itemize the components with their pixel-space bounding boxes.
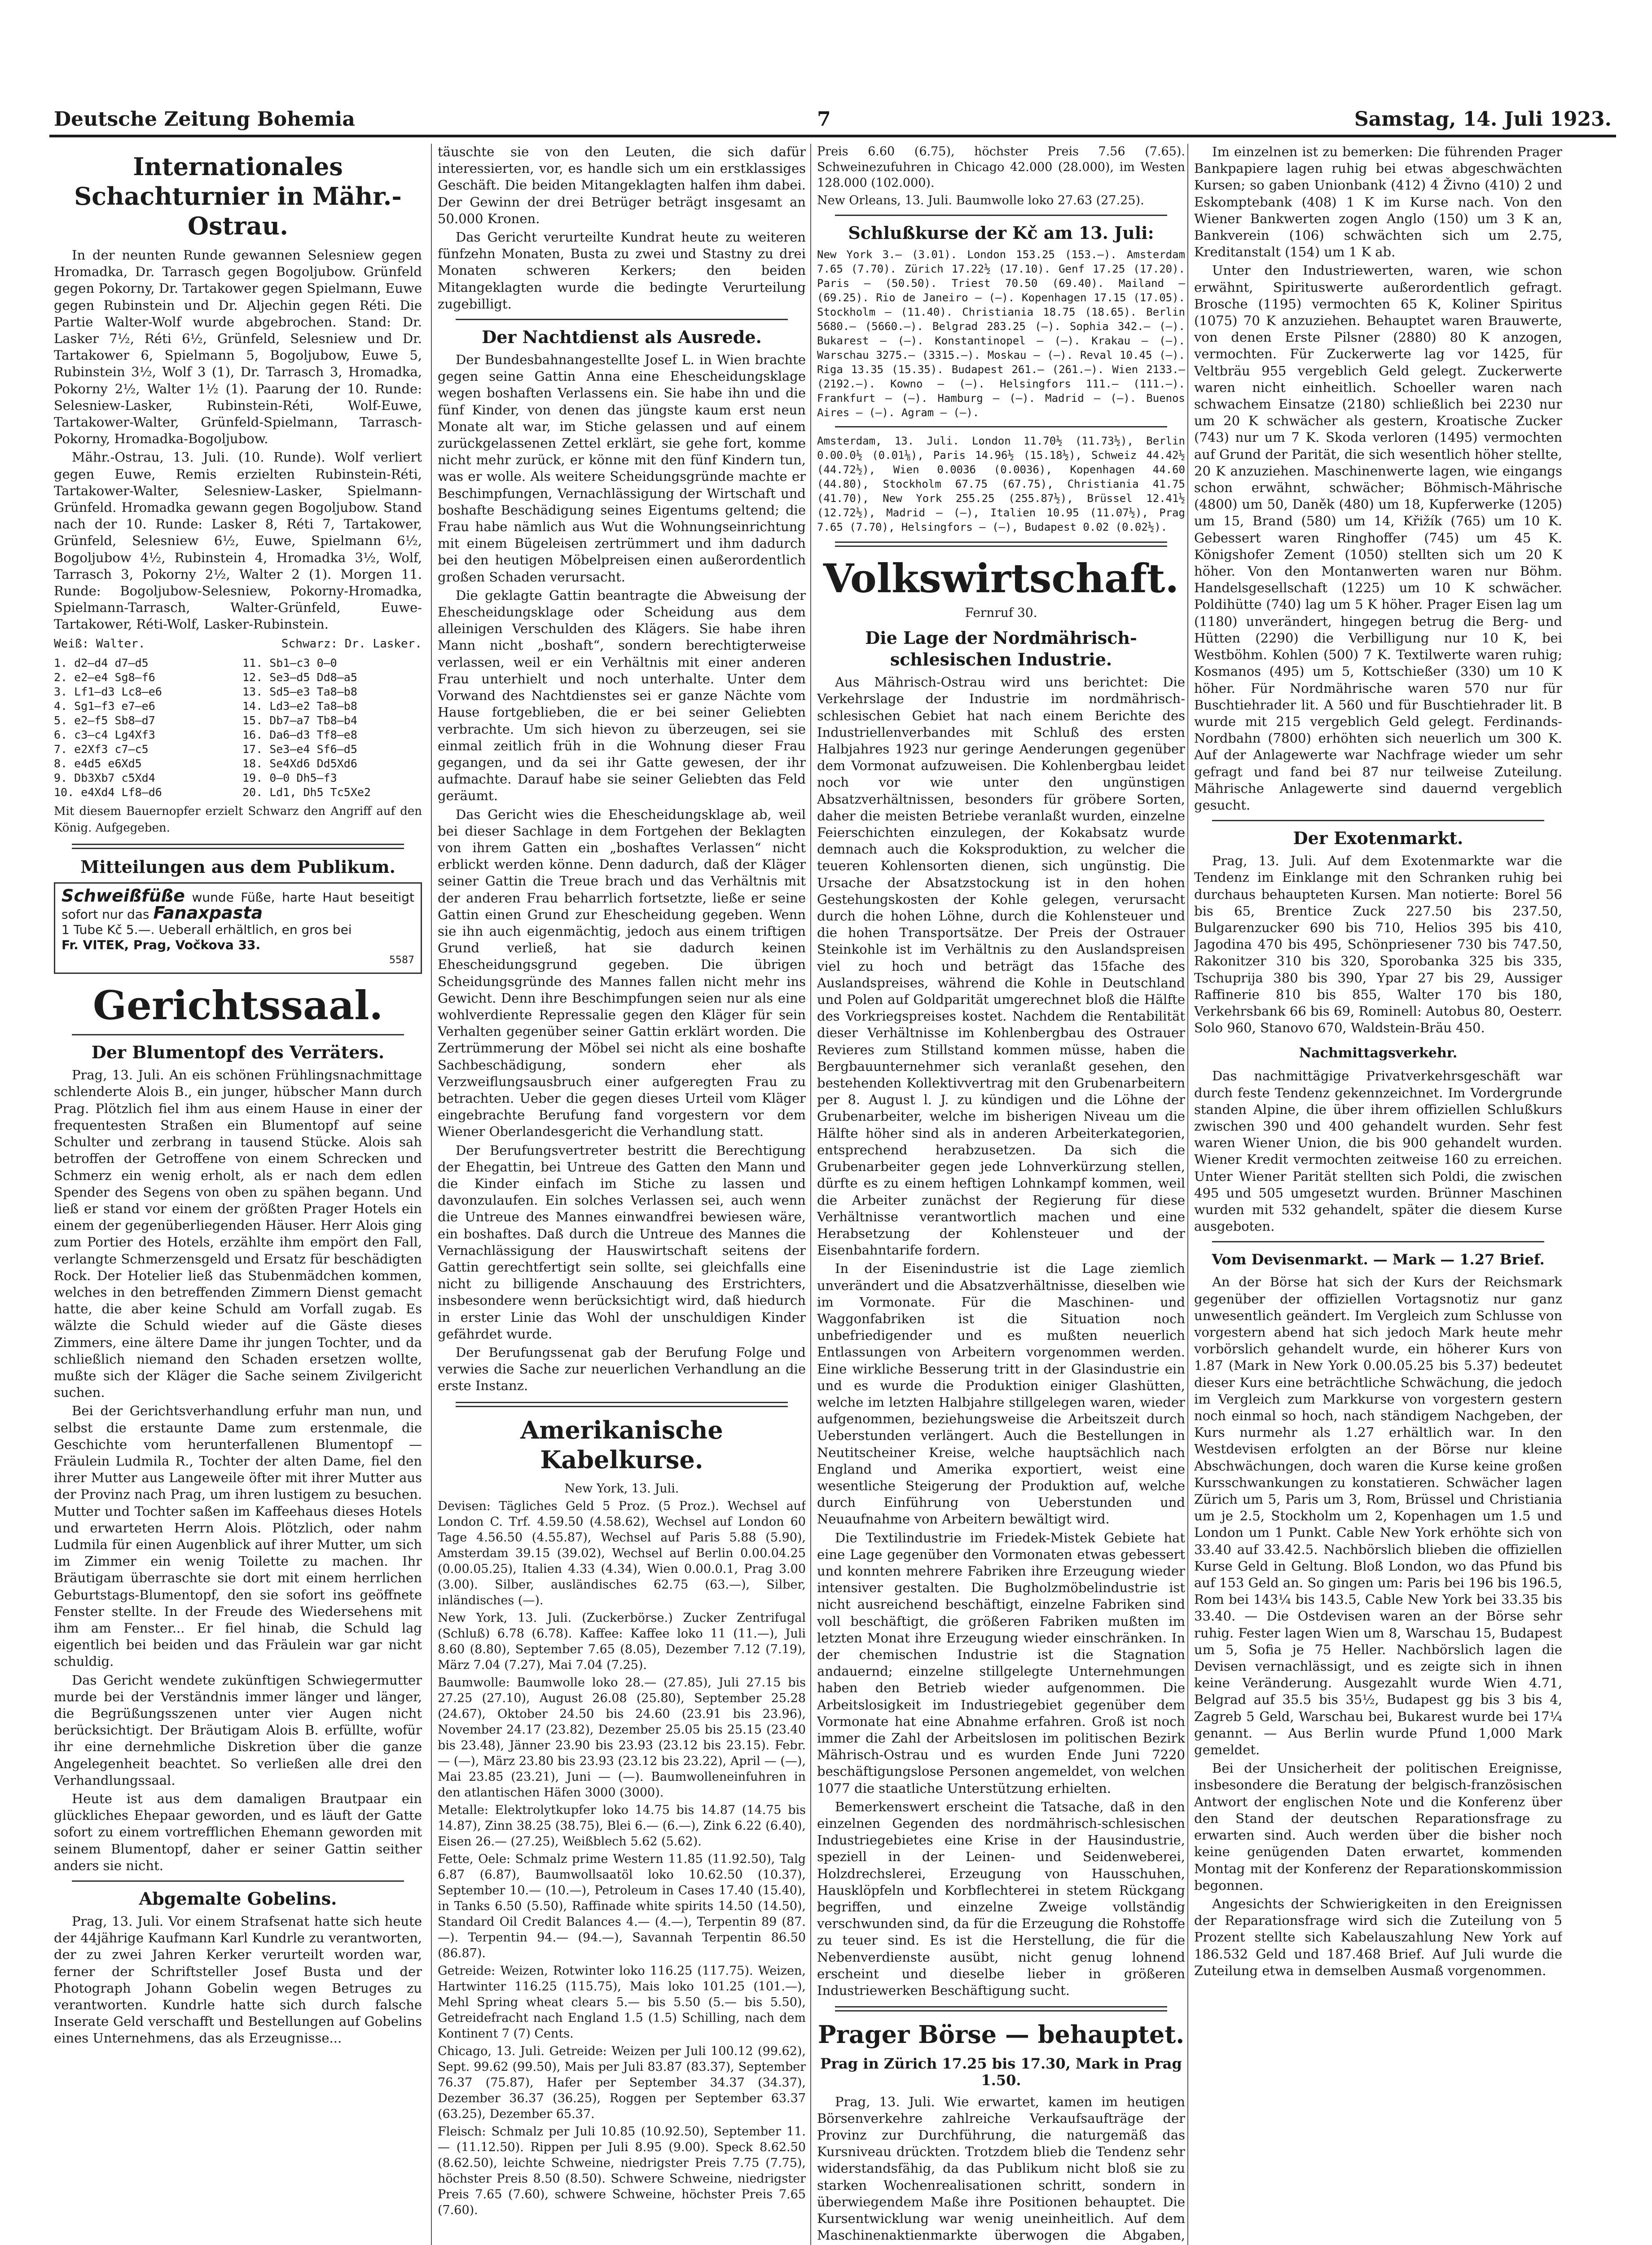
white-player: Weiß: Walter. bbox=[54, 637, 145, 651]
chess-move: 1. d2—d4 d7—d5 bbox=[54, 656, 149, 669]
market-paragraph: Chicago, 13. Juli. Getreide: Weizen per Juli 100.12 (99.62), Sept. 99.62 (99.50), Mais per Juli 83.87 (83.37), September 76.37 (75.87), Hafer per September 34.37 (34.37), Dezember 36.37 (36.25), Roggen per September 63.37 (63.25), Dezember 65.37. bbox=[438, 2044, 806, 2121]
court-section-title: Gerichtssaal. bbox=[92, 982, 383, 1029]
ad-price: 1 Tube Kč 5.—. Ueberall erhältlich, en gros bei bbox=[62, 922, 352, 938]
economy-phone: Fernruf 30. bbox=[965, 605, 1037, 620]
section-divider bbox=[456, 1402, 788, 1407]
closing-rates-table: New York 3.— (3.01). London 153.25 (153.—). Amsterdam 7.65 (7.70). Zürich 17.22½ (17.10). Genf 17.25 (17.20). Paris — (50.50). Triest 70.50 (69.40). Mailand — (69.25). Rio de Janeiro — (—). Kopenhagen 17.15 (17.05). Stockholm — (11.40). Christiania 18.75 (18.65). Berlin 5680.— (5660.—). Belgrad 283.25 (—). Sophia 342.— (—). Bukarest — (—). Konstantinopel — (—). Krakau — (—). Warschau 3275.— (3315.—). Moskau — (—). Reval 10.45 (—). Riga 13.35 (15.35). Budapest 261.— (261.—). Wien 2133.— (2192.—). Kowno — (—). Helsingfors 111.— (111.—). Frankfurt — (—). Hamburg — (—). Madrid — (—). Buenos Aires — (—). Agram — (—). bbox=[817, 248, 1185, 419]
chess-title: Internationales Schachturnier in Mähr.-Ostrau. bbox=[74, 152, 402, 240]
market-paragraph: Fleisch: Schmalz per Juli 10.85 (10.92.50), September 11.— (11.12.50). Rippen per Juli 8.95 (9.00). Speck 8.62.50 (8.62.50), leichte Schweine, niedrigster Preis 7.75 (7.75), höchster Preis 8.50 (8.50). Schwere Schweine, niedrigster Preis 7.65 (7.60), schwere Schweine, höchster Preis 7.65 (7.60). bbox=[438, 2124, 806, 2217]
column-rule bbox=[431, 144, 432, 2245]
article-paragraph: Prag, 13. Juli. Vor einem Strafsenat hatte sich heute der 44jährige Kaufmann Karl Kundrle zu verantworten, der zu zwei Jahren Kerker verurteilt worden war, ferner der Schriftsteller Josef Busta und der Photograph Johann Gobelin wegen Betruges zu verantworten. Kundrle hatte sich durch falsche Inserate Geld verschafft und Bestellungen auf Gobelins eines Unternehmens, das als Erzeugnisse... bbox=[54, 1914, 422, 2046]
industry-article-title: Die Lage der Nordmährisch-schlesischen Industrie. bbox=[865, 628, 1137, 670]
economy-section-title: Volkswirtschaft. bbox=[823, 555, 1179, 602]
article-paragraph: Das Gericht wendete zukünftigen Schwiegermutter murde bei der Verständnis immer länger und länger, die Begrüßungsszenen unter vier Augen nicht berücksichtigt. Der Bräutigam Alois B. erfüllte, wofür ihr eine dernehmliche Diskretion über die ganze Angelegenheit beachtet. So verließen alle drei den Verhandlungssaal. bbox=[54, 1672, 422, 1788]
section-divider bbox=[835, 2006, 1167, 2012]
afternoon-trade-title: Nachmittagsverkehr. bbox=[1299, 1045, 1458, 1061]
article-paragraph: Bemerkenswert erscheint die Tatsache, daß in den einzelnen Gegenden des nordmährisch-schlesischen Industriegebietes eine Krise in der Hausindustrie, speziell in der Leinen- und Seidenweberei, Holzdrechslerei, Erzeugung von Hausschuhen, Hausklöpfeln und Korbflechterei in stetem Rückgang begriffen, und einzelne Zweige vollständig verschwunden sind, da für die Erzeugung die Rohstoffe zu teuer sind. Es ist die Herstellung, die für die Nebenverdienste ausübt, nicht genug lohnend erscheint und dieselbe lieber in größeren Industriewerken Beschäftigung sucht. bbox=[817, 1799, 1185, 1998]
article-paragraph: Die Textilindustrie im Friedek-Mistek Gebiete hat eine Lage gegenüber den Vormonaten etwas gebessert und konnten mehrere Fabriken ihre Erzeugung wieder intensiver gestalten. Die Bugholzmöbelindustrie ist nicht ausreichend beschäftigt, einzelne Fabriken sind voll beschäftigt, die größeren Fabriken mußten im letzten Monat ihre Erzeugung wieder einschränken. In der chemischen Industrie ist die Stagnation andauernd; einzelne stillgelegte Unternehmungen haben den Betrieb wieder aufgenommen. Die Arbeitslosigkeit im Industriegebiet gegenüber dem Vormonate hat eine Abnahme erfahren. Groß ist noch immer die Zahl der Arbeitslosen im politischen Bezirk Mährisch-Ostrau und es wurden Ende Juni 7220 beschäftigungslose Personen angemeldet, von welchen 1077 die staatliche Unterstützung erhielten. bbox=[817, 1530, 1185, 1796]
column-1 bbox=[54, 144, 422, 2245]
article-paragraph: Aus Mährisch-Ostrau wird uns berichtet: Die Verkehrslage der Industrie im nordmährisch-schlesischen Gebiet hat nach einem Berichte des Industriellenverbandes mit Schluß des ersten Halbjahres 1923 nur geringe Aenderungen gegenüber dem Vormonat aufzuweisen. Die Kohlenbergbau leidet noch vor wie unter den ungünstigen Absatzverhältnissen, besonders für gröbere Sorten, daher die meisten Betriebe veranlaßt wurden, einzelne Feierschichten einzulegen, der Kokabsatz wurde demnach auch die Koksproduktion, zu welcher die teueren Kohlensorten dienen, sich ungünstig. Die Ursache der Absatzstockung ist in den hohen Gestehungskosten der Kohle gelegen, verursacht durch die hohen Löhne, durch die Kohlensteuer und die hohen Transportsätze. Der Preis der Ostrauer Steinkohle ist im Verhältnis zu den Auslandspreisen viel zu hoch und beträgt das 15fache des Auslandspreises, während die Kohle in Deutschland und Polen auf Goldparität umgerechnet bloß die Hälfte des Vorkriegspreises kostet. Nachdem die Rentabilität dieser Verhältnisse im Kohlenbergbau des Ostrauer Revieres zum Stillstand kommen müsse, haben die Bergbauunternehmer sich veranlaßt gesehen, den bestehenden Kollektivvertrag mit den Grubenarbeitern per 8. August l. J. zu kündigen und die Löhne der Grubenarbeiter, welche im bisherigen Niveau um die Hälfte höher sind als in anderen Arbeiterkategorien, entsprechend herabzusetzen. Da sich die Grubenarbeiter gegen jede Lohnverkürzung stellen, dürfte es zu einem heftigen Lohnkampf kommen, weil die Arbeiter zunächst der Regierung für diese Verhältnisse verantwortlich machen und eine Herabsetzung der Kohlensteuer und der Eisenbahntarife fordern. bbox=[817, 674, 1185, 1258]
divider bbox=[835, 215, 1167, 216]
article-paragraph: Der Berufungssenat gab der Berufung Folge und verwies die Sache zur neuerlichen Verhandlung an die erste Instanz. bbox=[438, 1345, 806, 1394]
article-paragraph: Das Gericht wies die Ehescheidungsklage ab, weil bei dieser Sachlage in dem Fortgehen der Beklagten von ihrem Gatten ein „boshaftes Verlassen“ nicht erblickt werden könne. Denn dadurch, daß der Kläger seiner Gattin die Treue brach und das Verhältnis mit der anderen Frau beharrlich fortsetzte, ließe er seine Gattin einen Grund zur Ehescheidung gegeben. Wenn sie ihn auch eigenmächtig, jedoch aus einem triftigen Grund verließ, hat sie dadurch keinen Ehescheidungsgrund gegeben. Die übrigen Scheidungsgründe des Mannes fallen nicht mehr ins Gewicht. Denn ihre Beschimpfungen seien nur als eine wohlverdiente Repressalie gegen den Kläger für sein Verhalten gegenüber seiner Gattin erklärt worden. Die Zertrümmerung der Möbel sei nicht als eine boshafte Sachbeschädigung, sondern eher als Verzweiflungsausbruch einer aufgeregten Frau zu betrachten. Ueber die gegen dieses Urteil vom Kläger eingebrachte Berufung fand vorgestern vor dem Wiener Oberlandesgericht die Verhandlung statt. bbox=[438, 806, 806, 1140]
article-paragraph: Das nachmittägige Privatverkehrsgeschäft war durch feste Tendenz gekennzeichnet. Im Vordergrunde standen Alpine, die über ihrem offiziellen Schlußkurs zwischen 390 und 400 gehandelt wurden. Sehr fest waren Wiener Union, die bis 900 gehandelt wurden. Wiener Kredit vermochten zeitweise 160 zu erreichen. Unter Wiener Parität stellten sich Poldi, die zwischen 495 und 505 umgesetzt wurden. Brünner Maschinen wurden mit 532 gehandelt, später die diesem Kurse ausgeboten. bbox=[1194, 1068, 1562, 1234]
exchange-subtitle: Prag in Zürich 17.25 bis 17.30, Mark in Prag 1.50. bbox=[820, 2055, 1182, 2089]
article-paragraph: Prag, 13. Juli. Wie erwartet, kamen im heutigen Börsenverkehre zahlreiche Verkaufsaufträge der Provinz zur Durchführung, die naturgemäß das Kursniveau drückten. Trotzdem blieb die Tendenz sehr widerstandsfähig, da das Publikum nicht bloß sie zu starken Wochenrealisationen schritt, sondern in überwiegendem Maße ihre Positionen behauptet. Die Kursentwicklung war wenig uneinheitlich. Auf dem Maschinenaktienmarkte überwogen die Abgaben, bbox=[817, 2094, 1185, 2243]
amsterdam-rates-table: Amsterdam, 13. Juli. London 11.70½ (11.73½), Berlin 0.00.0½ (0.01⅛), Paris 14.96½ (15.18½), Schweiz 44.42½ (44.72½), Wien 0.0036 (0.0036), Kopenhagen 44.60 (44.80), Stockholm 67.75 (67.75), Christiania 41.75 (41.70), New York 255.25 (255.87½), Brüssel 12.41½ (12.72½), Madrid — (—), Italien 10.95 (11.07½), Prag 7.65 (7.70), Helsingfors — (—), Budapest 0.02 (0.02½). bbox=[817, 435, 1185, 533]
issue-date: Samstag, 14. Juli 1923. bbox=[1354, 108, 1612, 131]
divider bbox=[1212, 820, 1544, 821]
chess-move: 14. Ld3—e2 Ta8—b8 bbox=[242, 699, 357, 713]
chess-note: Mit diesem Bauernopfer erzielt Schwarz den Angriff auf den König. Aufgegeben. bbox=[54, 804, 422, 835]
chess-report: In der neunten Runde gewannen Selesniew gegen Hromadka, Dr. Tarrasch gegen Bogoljubow. Grünfeld gegen Pokorny, Dr. Tartakower gegen Spielmann, Euwe gegen Rubinstein und Dr. Aljechin gegen Réti. Die Partie Walter-Wolf wurde abgebrochen. Stand: Dr. Lasker 7½, Réti 6½, Grünfeld, Selesniew und Dr. Tartakower 6, Spielmann 5, Bogoljubow, Euwe 5, Rubinstein 3½, Wolf 3 (1), Dr. Tarrasch 3, Hromadka, Pokorny 2½, Walter 1½ (1). Paarung der 10. Runde: Selesniew-Lasker, Rubinstein-Réti, Wolf-Euwe, Tartakower-Walter, Grünfeld-Spielmann, Tarrasch-Pokorny, Hromadka-Bogoljubow. bbox=[54, 247, 422, 447]
chess-move: 9. Db3Xb7 c5Xd4 bbox=[54, 771, 155, 784]
chess-move: 10. e4Xd4 Lf8—d6 bbox=[54, 785, 162, 799]
chess-move: 3. Lf1—d3 Lc8—e6 bbox=[54, 685, 162, 698]
divider bbox=[72, 1880, 404, 1882]
article-paragraph: Bei der Unsicherheit der politischen Ereignisse, insbesondere die Beratung der belgisch-französischen Antwort der englischen Note und die Konferenz über den Stand der deutschen Reparationsfrage zu erwarten sind. Auch werden über die bisher noch keine genügenden Daten erwartet, kommenden Montag mit der Konferenz der Reparationskommission begonnen. bbox=[1194, 1761, 1562, 1893]
article-paragraph: Das Gericht verurteilte Kundrat heute zu weiteren fünfzehn Monaten, Busta zu zwei und Stastny zu drei Monaten schweren Kerkers; den beiden Mitangeklagten wurde die bedingte Verurteilung zugebilligt. bbox=[438, 229, 806, 312]
cable-date: New York, 13. Juli. bbox=[564, 1481, 679, 1496]
ad-subtitle: wunde Füße, harte Haut beseitigt sofort nur das bbox=[62, 890, 414, 922]
article-paragraph: In der Eisenindustrie ist die Lage ziemlich unverändert und die Absatzverhältnisse, dieselben wie im Vormonate. Für die Maschinen- und Waggonfabriken ist die Situation noch unbefriedigender und es mußten neuerlich Entlassungen von Arbeitern vorgenommen werden. Eine wirkliche Besserung tritt in der Glasindustrie ein und es wurde die Produktion einiger Glashütten, welche im letzten Halbjahre stillgelegen waren, wieder aufgenommen, beziehungsweise die Arbeitszeit durch Ueberstunden verlängert. Auch die Bestellungen in Neutitscheiner Kreise, welche hauptsächlich nach England und Amerika exportiert, weist eine wesentliche Steigerung der Produktion auf, welche durch Einführung von Ueberstunden und Neuaufnahme von Arbeitern bewältigt wird. bbox=[817, 1261, 1185, 1527]
chess-move: 19. 0—0 Dh5—f3 bbox=[242, 771, 337, 784]
chess-move: 12. Se3—d5 Dd8—a5 bbox=[242, 670, 357, 684]
article-paragraph: Heute ist aus dem damaligen Brautpaar ein glückliches Ehepaar geworden, und es läuft der Gatte sofort zu einem vortrefflichen Ehemann geworden mit seinem Blumentopf, daher er seiner Gattin seither anders sie nicht. bbox=[54, 1791, 422, 1873]
chess-move: 5. e2—f5 Sb8—d7 bbox=[54, 713, 155, 727]
advertisement bbox=[54, 882, 422, 974]
column-rule bbox=[810, 144, 811, 2245]
page-number: 7 bbox=[817, 108, 831, 131]
article-paragraph: Prag, 13. Juli. An eis schönen Frühlingsnachmittage schlenderte Alois B., ein junger, hübscher Mann durch Prag. Plötzlich fiel ihm aus einem Hause in einer der frequentesten Straßen ein Blumentopf auf seine Schulter und zerbrang in tausend Stücke. Alois sah betroffen der Getroffene von einem Schrecken und Schmerz ein wenig erholt, als er nach dem edlen Spender des Segens von oben zu spähen begann. Und ließ er stand vor einem der größten Prager Hotels ein einem der gegenüberliegenden Häuser. Herr Alois ging zum Portier des Hotels, erzählte ihm empört den Fall, verlangte Schmerzensgeld und Ersatz für beschädigten Rock. Der Hotelier ließ das Stubenmädchen kommen, welches in den betreffenden Zimmern Dienst gemacht hatte, die aber keine Schuld am Vorfall zugab. Es wälzte die Schuld wieder auf die Gäste dieses Zimmers, eine ältere Dame ihr jungen Tochter, und da schließlich niemand den Schaden ersetzen wollte, mußte sich der Kläger die Sache seinem Zivilgericht suchen. bbox=[54, 1067, 422, 1400]
column-3 bbox=[817, 144, 1185, 2245]
column-2 bbox=[438, 144, 806, 2245]
market-paragraph: Metalle: Elektrolytkupfer loko 14.75 bis 14.87 (14.75 bis 14.87), Zinn 38.25 (38.75), Blei 6.— (6.—), Zink 6.22 (6.40), Eisen 26.— (27.25), Weißblech 5.62 (5.62). bbox=[438, 1803, 806, 1849]
article-paragraph: Im einzelnen ist zu bemerken: Die führenden Prager Bankpapiere lagen ruhig bei etwas abgeschwächten Kursen; so gaben Unionbank (412) 4 Živno (410) 2 und Eskomptebank (408) 1 K im Kurse nach. Von den Wiener Bankwerten zogen Anglo (150) um 3 K an, Bankverein (106) schwächten sich um 2.75, Kreditanstalt (154) um 1 K ab. bbox=[1194, 144, 1562, 260]
court-article-title: Der Blumentopf des Verräters. bbox=[91, 1042, 385, 1063]
exotic-market-title: Der Exotenmarkt. bbox=[1293, 828, 1463, 849]
chess-move: 16. Da6—d3 Tf8—e8 bbox=[242, 728, 357, 741]
chess-move: 8. e4d5 e6Xd5 bbox=[54, 757, 142, 770]
chess-move: 2. e2—e4 Sg8—f6 bbox=[54, 670, 155, 684]
section-divider bbox=[72, 844, 404, 849]
ad-title: Schweißfüße bbox=[62, 886, 185, 906]
chess-move: 18. Se4Xd6 Dd5Xd6 bbox=[242, 757, 357, 770]
cable-rates bbox=[438, 1481, 806, 2218]
public-title: Mitteilungen aus dem Publikum. bbox=[80, 857, 395, 877]
market-paragraph: Getreide: Weizen, Rotwinter loko 116.25 (117.75). Weizen, Hartwinter 116.25 (115.75), Mais loko 101.25 (101.—), Mehl Spring wheat clears 5.— bis 5.50 (5.— bis 5.50), Getreidefracht nach England 1.5 (1.5) Schilling, nach dem Kontinent 7 (7) Cents. bbox=[438, 1963, 806, 2041]
section-divider bbox=[835, 541, 1167, 547]
market-paragraph: New Orleans, 13. Juli. Baumwolle loko 27.63 (27.25). bbox=[817, 194, 1144, 207]
article-paragraph: Der Bundesbahnangestellte Josef L. in Wien brachte gegen seine Gattin Anna eine Ehescheidungsklage wegen boshaften Verlassens ein. Sie habe ihn und die fünf Kinder, von denen das jüngste kaum erst neun Monate alt war, im Stiche gelassen und auf einem zurückgelassenen Zettel erklärt, sie gehe fort, komme nicht mehr zurück, er könne mit den fünf Kindern tun, was er wolle. Als weitere Scheidungsgründe machte er Beschimpfungen, Vernachlässigung der Wirtschaft und boshafte Beschädigung seines Eigentums geltend; die Frau habe nämlich aus Wut die Wohnungseinrichtung mit einem Bügeleisen zertrümmert und ihm dadurch bei den heutigen Möbelpreisen einen außerordentlich großen Schaden verursacht. bbox=[438, 352, 806, 585]
cable-section-title: Amerikanische Kabelkurse. bbox=[520, 1415, 723, 1474]
ad-code: 5587 bbox=[389, 955, 414, 966]
chess-moves bbox=[54, 656, 422, 800]
market-paragraph: Preis 6.60 (6.75), höchster Preis 7.56 (7.65). Schweinezufuhren in Chicago 42.000 (28.000), im Westen 128.000 (102.000). bbox=[817, 145, 1185, 190]
market-paragraph: New York, 13. Juli. (Zuckerbörse.) Zucker Zentrifugal (Schluß) 6.78 (6.78). Kaffee: Kaffee loko 11 (11.—), Juli 8.60 (8.80), September 7.65 (8.05), Dezember 7.12 (7.19), März 7.04 (7.27), Mai 7.04 (7.25). bbox=[438, 1611, 806, 1672]
black-player: Schwarz: Dr. Lasker. bbox=[281, 637, 422, 651]
divider bbox=[1212, 1241, 1544, 1242]
article-paragraph: Der Berufungsvertreter bestritt die Berechtigung der Ehegattin, bei Untreue des Gatten den Mann und die Kinder einfach im Stiche zu lassen und davonzulaufen. Ein solches Verlassen sei, auch wenn die Untreue des Mannes einwandfrei bewiesen wäre, ein boshaftes. Daß durch die Untreue des Mannes die Vernachlässigung der Hauswirtschaft seitens der Gattin gerechtfertigt sein sollte, sei gleichfalls eine nicht zu billigende Anschauung des Erstrichters, insbesondere wenn berücksichtigt wird, daß hiedurch in erster Linie das Wohl der unschuldigen Kinder gefährdet wurde. bbox=[438, 1142, 806, 1342]
market-paragraph: Baumwolle: Baumwolle loko 28.— (27.85), Juli 27.15 bis 27.25 (27.10), August 26.08 (25.80), September 25.28 (24.67), Oktober 24.50 bis 24.60 (23.91 bis 23.96), November 24.17 (23.82), Dezember 25.05 bis 25.15 (23.40 bis 23.48), Jänner 23.90 bis 23.93 (23.12 bis 23.15). Febr. — (—), März 23.80 bis 23.93 (23.12 bis 23.22), April — (—), Mai 23.85 (23.21), Juni — (—). Baumwolleneinfuhren in den atlantischen Häfen 3000 (3000). bbox=[438, 1675, 806, 1800]
chess-move: 20. Ld1, Dh5 Tc5Xe2 bbox=[242, 785, 371, 799]
market-paragraph: Devisen: Tägliches Geld 5 Proz. (5 Proz.). Wechsel auf London C. Trf. 4.59.50 (4.58.62), Wechsel auf London 60 Tage 4.56.50 (4.55.87), Wechsel auf Paris 5.88 (5.90), Amsterdam 39.15 (39.02), Wechsel auf Berlin 0.00.04.25 (0.00.05.25), Italien 4.33 (4.34), Wien 0.00.0.1, Prag 3.00 (3.00). Silber, ausländisches 62.75 (63.—), Silber, inländisches (—). bbox=[438, 1499, 806, 1607]
market-paragraph: Fette, Oele: Schmalz prime Western 11.85 (11.92.50), Talg 6.87 (6.87), Baumwollsaatöl loko 10.62.50 (10.37), September 10.— (10.—), Petroleum in Cases 17.40 (15.40), in Tanks 6.50 (5.50), Raffinade white spirits 14.50 (14.50), Standard Oil Credit Balances 4.— (4.—), Terpentin 89 (87.—). Terpentin 94.— (94.—), Savannah Terpentin 86.50 (86.87). bbox=[438, 1852, 806, 1960]
ad-address: Fr. VITEK, Prag, Vočkova 33. bbox=[62, 938, 261, 953]
column-4 bbox=[1194, 144, 1562, 2245]
article-paragraph: Die geklagte Gattin beantragte die Abweisung der Ehescheidungsklage oder Scheidung aus dem alleinigen Verschulden des Klägers. Sie habe ihren Mann nicht „boshaft“, sondern berechtigterweise verlassen, weil er ein Verhältnis mit einer anderen Frau unterhielt und noch unterhalte. Unter dem Vorwand des Nachtdienstes sei er ganze Nächte vom Hause fortgeblieben, die er bei seiner Geliebten verbrachte. Um sich hievon zu überzeugen, sei sie einmal zeitlich früh in die Wohnung dieser Frau gegangen, und da sei ihr Gatte gewesen, der ihr aufmachte. Darauf habe sie seiner Geliebten das Feld geräumt. bbox=[438, 587, 806, 804]
chess-move: 6. c3—c4 Lg4Xf3 bbox=[54, 728, 155, 741]
exchange-title: Prager Börse — behauptet. bbox=[817, 2020, 1185, 2049]
ad-brand: Fanaxpasta bbox=[153, 903, 263, 923]
divider bbox=[456, 319, 788, 320]
newspaper-name: Deutsche Zeitung Bohemia bbox=[54, 108, 355, 131]
closing-rates-title: Schlußkurse der Kč am 13. Juli: bbox=[848, 223, 1154, 243]
chess-move: 11. Sb1—c3 0—0 bbox=[242, 656, 337, 669]
column-rule bbox=[1187, 144, 1188, 2245]
article-paragraph: An der Börse hat sich der Kurs der Reichsmark gegenüber der offiziellen Vortagsnotiz nur ganz unwesentlich geändert. Im Vergleich zum Schlusse von vorgestern abend hat sich jedoch Mark heute mehr vorbörslich gehandelt wurde, ein höherer Kurs von 1.87 (Mark in New York 0.00.05.25 bis 5.37) bedeutet dieser Kurs eine beträchtliche Schwächung, die jedoch im Vergleich zum Markkurse von vorgestern gestern noch einmal so hoch, nach ständigem Nachgeben, der Kurs nurmehr als 1.27 erhältlich war. In den Westdevisen erfolgten an der Börse nur kleine Abschwächungen, doch waren die Kurse keine großen Kursschwankungen zu konstatieren. Schwächer lagen Zürich um 5, Paris um 3, Rom, Brüssel und Christiania um je 2.5, Stockholm um 2, Kopenhagen um 1.5 und London um 1 Punkt. Cable New York erhöhte sich von 33.40 auf 33.42.5. Nachbörslich blieben die offiziellen Kurse Geld in Geltung. Bloß London, wo das Pfund bis auf 153 Geld an. So gingen um: Paris bei 196 bis 196.5, Rom bei 143¼ bis 143.5, Cable New York bei 33.35 bis 33.40. — Die Ostdevisen waren an der Börse sehr ruhig. Fester lagen Wien um 8, Warschau 15, Budapest um 5, Sofia je 75 Heller. Nachbörslich lagen die Devisen vernachlässigt, und es zeigte sich in ihnen keine Veränderung. Ausgezahlt wurde Wien 4.71, Belgrad auf 35.5 bis 35½, Budapest gg bis 3 bis 4, Zagreb 5 Geld, Warschau bei, Bukarest wurde bei 17¼ genannt. — Aus Berlin wurde Pfund 1,000 Mark gemeldet. bbox=[1194, 1274, 1562, 1758]
chess-report-2: Mähr.-Ostrau, 13. Juli. (10. Runde). Wolf verliert gegen Euwe, Remis erzielten Rubinstein-Réti, Tartakower-Walter, Selesniew-Lasker, Spielmann-Grünfeld. Hromadka gewann gegen Bogoljubow. Stand nach der 10. Runde: Lasker 8, Réti 7, Tartakower, Grünfeld, Selesniew 6½, Euwe, Spielmann 6½, Bogoljubow 4½, Rubinstein 4, Hromadka 3½, Wolf, Tarrasch 3, Pokorny 2½, Walter 2 (1). Morgen 11. Runde: Bogoljubow-Selesniew, Pokorny-Hromadka, Spielmann-Tarrasch, Walter-Grünfeld, Euwe-Tartakower, Réti-Wolf, Lasker-Rubinstein. bbox=[54, 449, 422, 632]
chess-move: 15. Db7—a7 Tb8—b4 bbox=[242, 713, 357, 727]
article-paragraph: täuschte sie von den Leuten, die sich dafür interessierten, vor, es handle sich um ein erstklassiges Geschäft. Die beiden Mitangeklagten halfen ihm dabei. Der Gewinn der drei Betrüger beträgt insgesamt an 50.000 Kronen. bbox=[438, 144, 806, 226]
article-paragraph: Unter den Industriewerten, waren, wie schon erwähnt, Spirituswerte außerordentlich gefragt. Brosche (1195) vermochten 65 K, Koliner Spiritus (1075) 70 K anzuziehen. Behauptet waren Brauwerte, von denen Erste Pilsner (2880) 80 K anzogen, vermochten. Für Zuckerwerte lag vor 1425, für Veltbräu 955 vergeblich Geld gelegt. Zuckerwerte waren nicht einheitlich. Schoeller waren nach schwachem Einsatze (2180) schließlich bei 2230 nur um 20 K schwächer als gestern, Kroatische Zucker (743) nur um 7 K. Skoda verloren (1495) vermochten auf Grund der Parität, die sich wesentlich höher stellte, 20 K anzuziehen. Maschinenwerte lagen, wie eingangs schon erwähnt, schwächer; Böhmisch-Mährische (4800) um 50, Daněk (480) um 18, Kupferwerke (1205) um 15, Brand (580) um 14, Křižík (765) um 10 K. Gebessert waren Ringhoffer (745) um 45 K. Königshofer Zement (1050) stellten sich um 20 K höher. Von den Montanwerten waren nur Böhm. Handelsgesellschaft (1225) um 10 K schwächer. Poldihütte (740) lag um 5 K höher. Prager Eisen lag um (1180) unverändert, hingegen betrug die Berg- und Hütten (2290) die Verbilligung nur 10 K, bei Westböhm. Kohlen (500) 7 K. Textilwerte waren ruhig; Kosmanos (495) um 5, Kottschießer (330) um 10 K höher. Für Nordmährische waren 570 nur für Buschtiehrader lit. A 560 und für Buschtiehrader lit. B wurde mit 215 vergeblich Geld gelegt. Ferdinands-Nordbahn (7800) erhöhten sich neuerlich um 300 K. Auf der Anlagewerte war Nachfrage wieder um sehr gefragt und fand bei 87 nur teilweise Zuteilung. Mährische Anlagewerte sind dauernd vergeblich gesucht. bbox=[1194, 263, 1562, 813]
chess-move: 4. Sg1—f3 e7—e6 bbox=[54, 699, 155, 713]
divider bbox=[835, 426, 1167, 427]
page-header bbox=[49, 103, 1616, 137]
chess-move: 7. e2Xf3 c7—c5 bbox=[54, 742, 149, 756]
gobelin-article-title: Abgemalte Gobelins. bbox=[139, 1888, 337, 1909]
chess-game-header bbox=[54, 636, 422, 652]
article-paragraph: Prag, 13. Juli. Auf dem Exotenmarkte war die Tendenz im Einklange mit den Schranken ruhig bei durchaus behaupteten Kursen. Man notierte: Borel 56 bis 65, Brentice Zuck 227.50 bis 237.50, Bulgarenzucker 690 bis 710, Helios 395 bis 410, Jagodina 470 bis 495, Schönpriesener 730 bis 747.50, Rakonitzer 310 bis 320, Sporobanka 325 bis 335, Tschuprija 380 bis 390, Ypar 27 bis 29, Aussiger Raffinerie 810 bis 855, Walter 170 bis 180, Verkehrsbank 66 bis 69, Rominell: Autobus 80, Oesterr. Solo 960, Stanovo 670, Waldstein-Bräu 450. bbox=[1194, 853, 1562, 1036]
article-paragraph: Angesichts der Schwierigkeiten in den Ereignissen der Reparationsfrage wird sich die Zuteilung von 5 Prozent stellte sich Kabelauszahlung New York auf 186.532 Geld und 187.468 Brief. Auf Juli wurde die Zuteilung etwa in demselben Ausmaß vorgenommen. bbox=[1194, 1896, 1562, 1978]
currency-market-title: Vom Devisenmarkt. — Mark — 1.27 Brief. bbox=[1212, 1251, 1545, 1268]
article-paragraph: Bei der Gerichtsverhandlung erfuhr man nun, und selbst die erstaunte Dame zum erstenmale, die Geschichte vom herunterfallenen Blumentopf — Fräulein Ludmila R., Tochter der alten Dame, fiel den ihrer Mutter aus Langeweile öfter mit ihrer Mutter aus der Provinz nach Prag, um ihren lustigem zu besuchen. Mutter und Tochter saßen im Kaffeehaus dieses Hotels und erwarteten Herrn Alois. Plötzlich, oder nahm Ludmila für einen Augenblick auf ihrer Mutter, um sich im Zimmer ein wenig Toilette zu machen. Ihr Bräutigam überraschte sie dort mit einem herrlichen Geburtstags-Blumentopf, den sie sofort ins geöffnete Fenster stellte. In der Freude des Wiedersehens mit ihm am Fenster... Er fiel hinab, die Schuld lag eigentlich bei beiden und das Fräulein war gar nicht schuldig. bbox=[54, 1403, 422, 1669]
chess-move: 13. Sd5—e3 Ta8—b8 bbox=[242, 685, 357, 698]
divider bbox=[72, 1034, 404, 1035]
night-article-title: Der Nachtdienst als Ausrede. bbox=[482, 327, 762, 348]
chess-move: 17. Se3—e4 Sf6—d5 bbox=[242, 742, 357, 756]
